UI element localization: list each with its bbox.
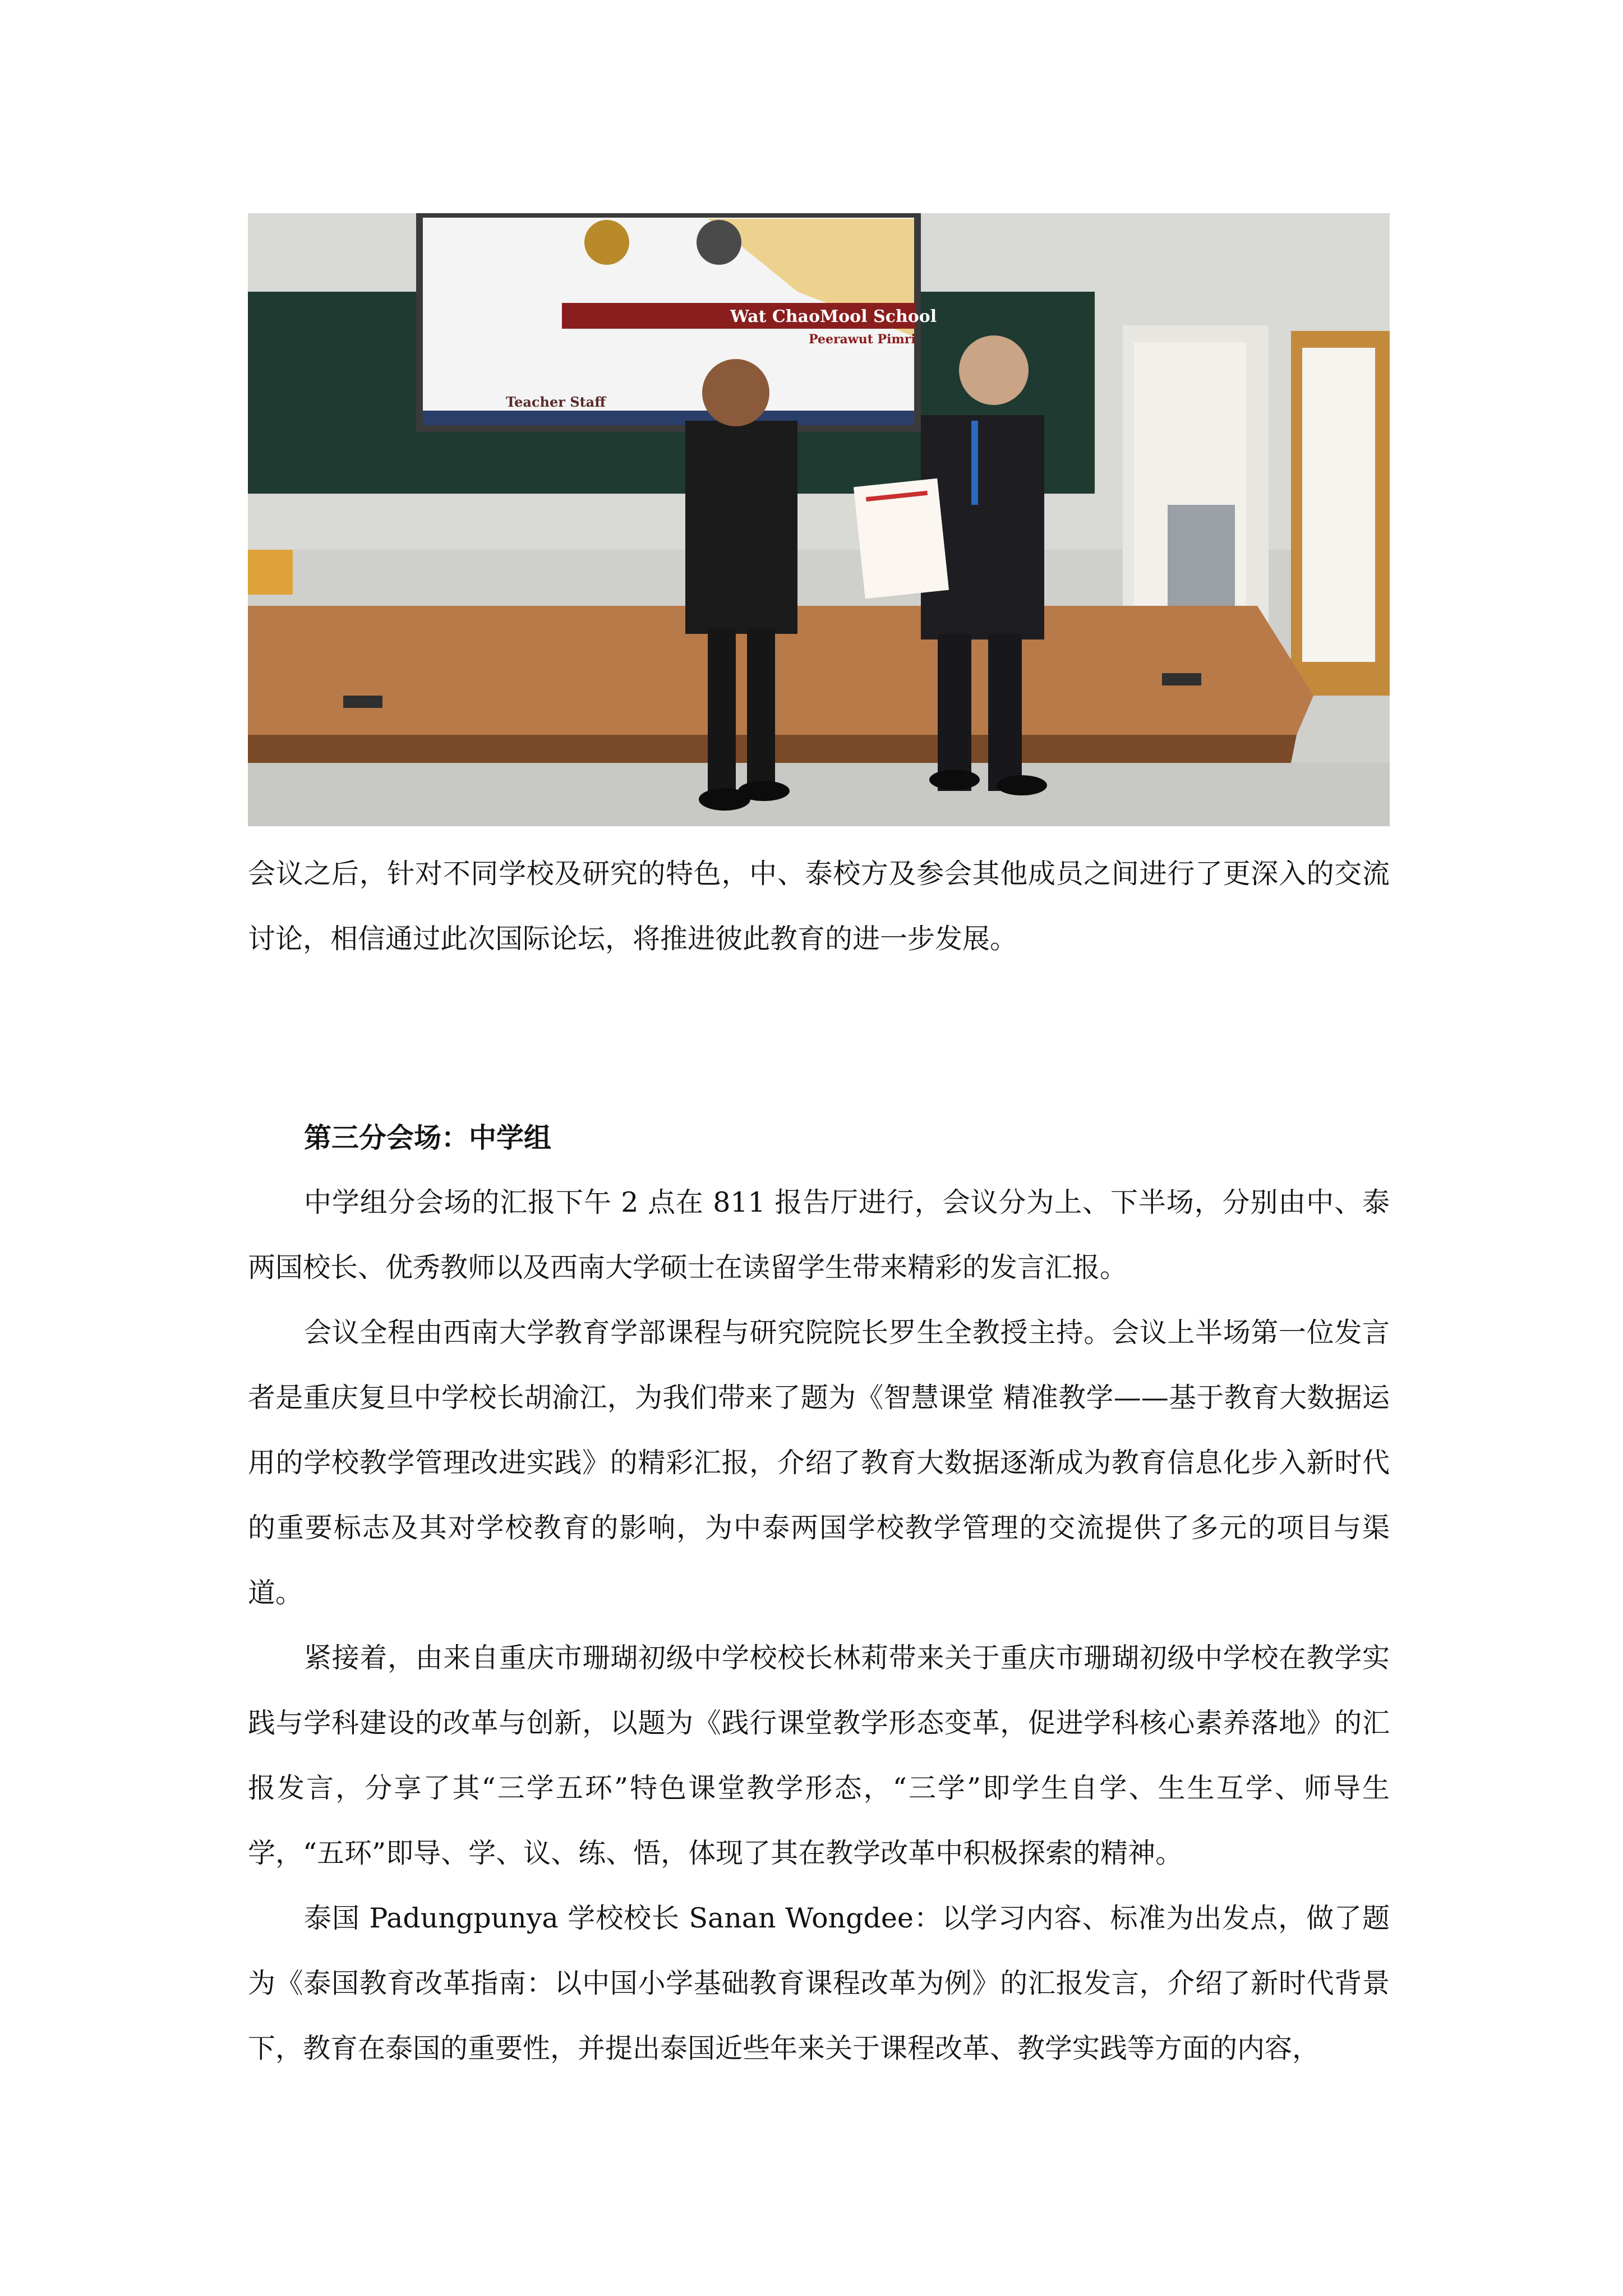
body-paragraph: 会议之后，针对不同学校及研究的特色，中、泰校方及参会其他成员之间进行了更深入的交流讨论，相信通过此次国际论坛，将推进彼此教育的进一步发展。 [248, 858, 1390, 955]
slide-school-name: Wat ChaoMool School [730, 307, 937, 326]
slide-presenter-name: Peerawut Pimri [809, 332, 916, 347]
body-paragraph-1: 中学组分会场的汇报下午 2 点在 811 报告厅进行，会议分为上、下半场，分别由中、泰两国校长、优秀教师以及西南大学硕士在读留学生带来精彩的发言汇报。 [248, 1186, 1390, 1283]
body-paragraph-2: 会议全程由西南大学教育学部课程与研究院院长罗生全教授主持。会议上半场第一位发言者是重庆复旦中学校长胡渝江，为我们带来了题为《智慧课堂 精准教学——基于教育大数据运用的学校教学管理改进实践》的精彩汇报，介绍了教育大数据逐渐成为教育信息化步入新时代的重要标志及其对学校教育的影响，为中泰两国学校教学管理的交流提供了多元的项目与渠道。 [248, 1317, 1390, 1609]
body-paragraph-3: 紧接着，由来自重庆市珊瑚初级中学校校长林莉带来关于重庆市珊瑚初级中学校在教学实践与学科建设的改革与创新，以题为《践行课堂教学形态变革，促进学科核心素养落地》的汇报发言，分享了其“三学五环”特色课堂教学形态，“三学”即学生自学、生生互学、师导生学，“五环”即导、学、议、练、悟，体现了其在教学改革中积极探索的精神。 [248, 1642, 1390, 1869]
section-heading: 第三分会场：中学组 [304, 1121, 552, 1154]
slide-footer: Teacher Staff [506, 394, 606, 410]
paragraph-after-photo [248, 841, 1390, 972]
event-photo [248, 213, 1390, 826]
section-secondary-group [248, 1105, 1390, 2081]
body-paragraph-4: 泰国 Padungpunya 学校校长 Sanan Wongdee：以学习内容、标准为出发点，做了题为《泰国教育改革指南：以中国小学基础教育课程改革为例》的汇报发言，介绍了新时代背景下，教育在泰国的重要性，并提出泰国近些年来关于课程改革、教学实践等方面的内容， [248, 1902, 1390, 2064]
